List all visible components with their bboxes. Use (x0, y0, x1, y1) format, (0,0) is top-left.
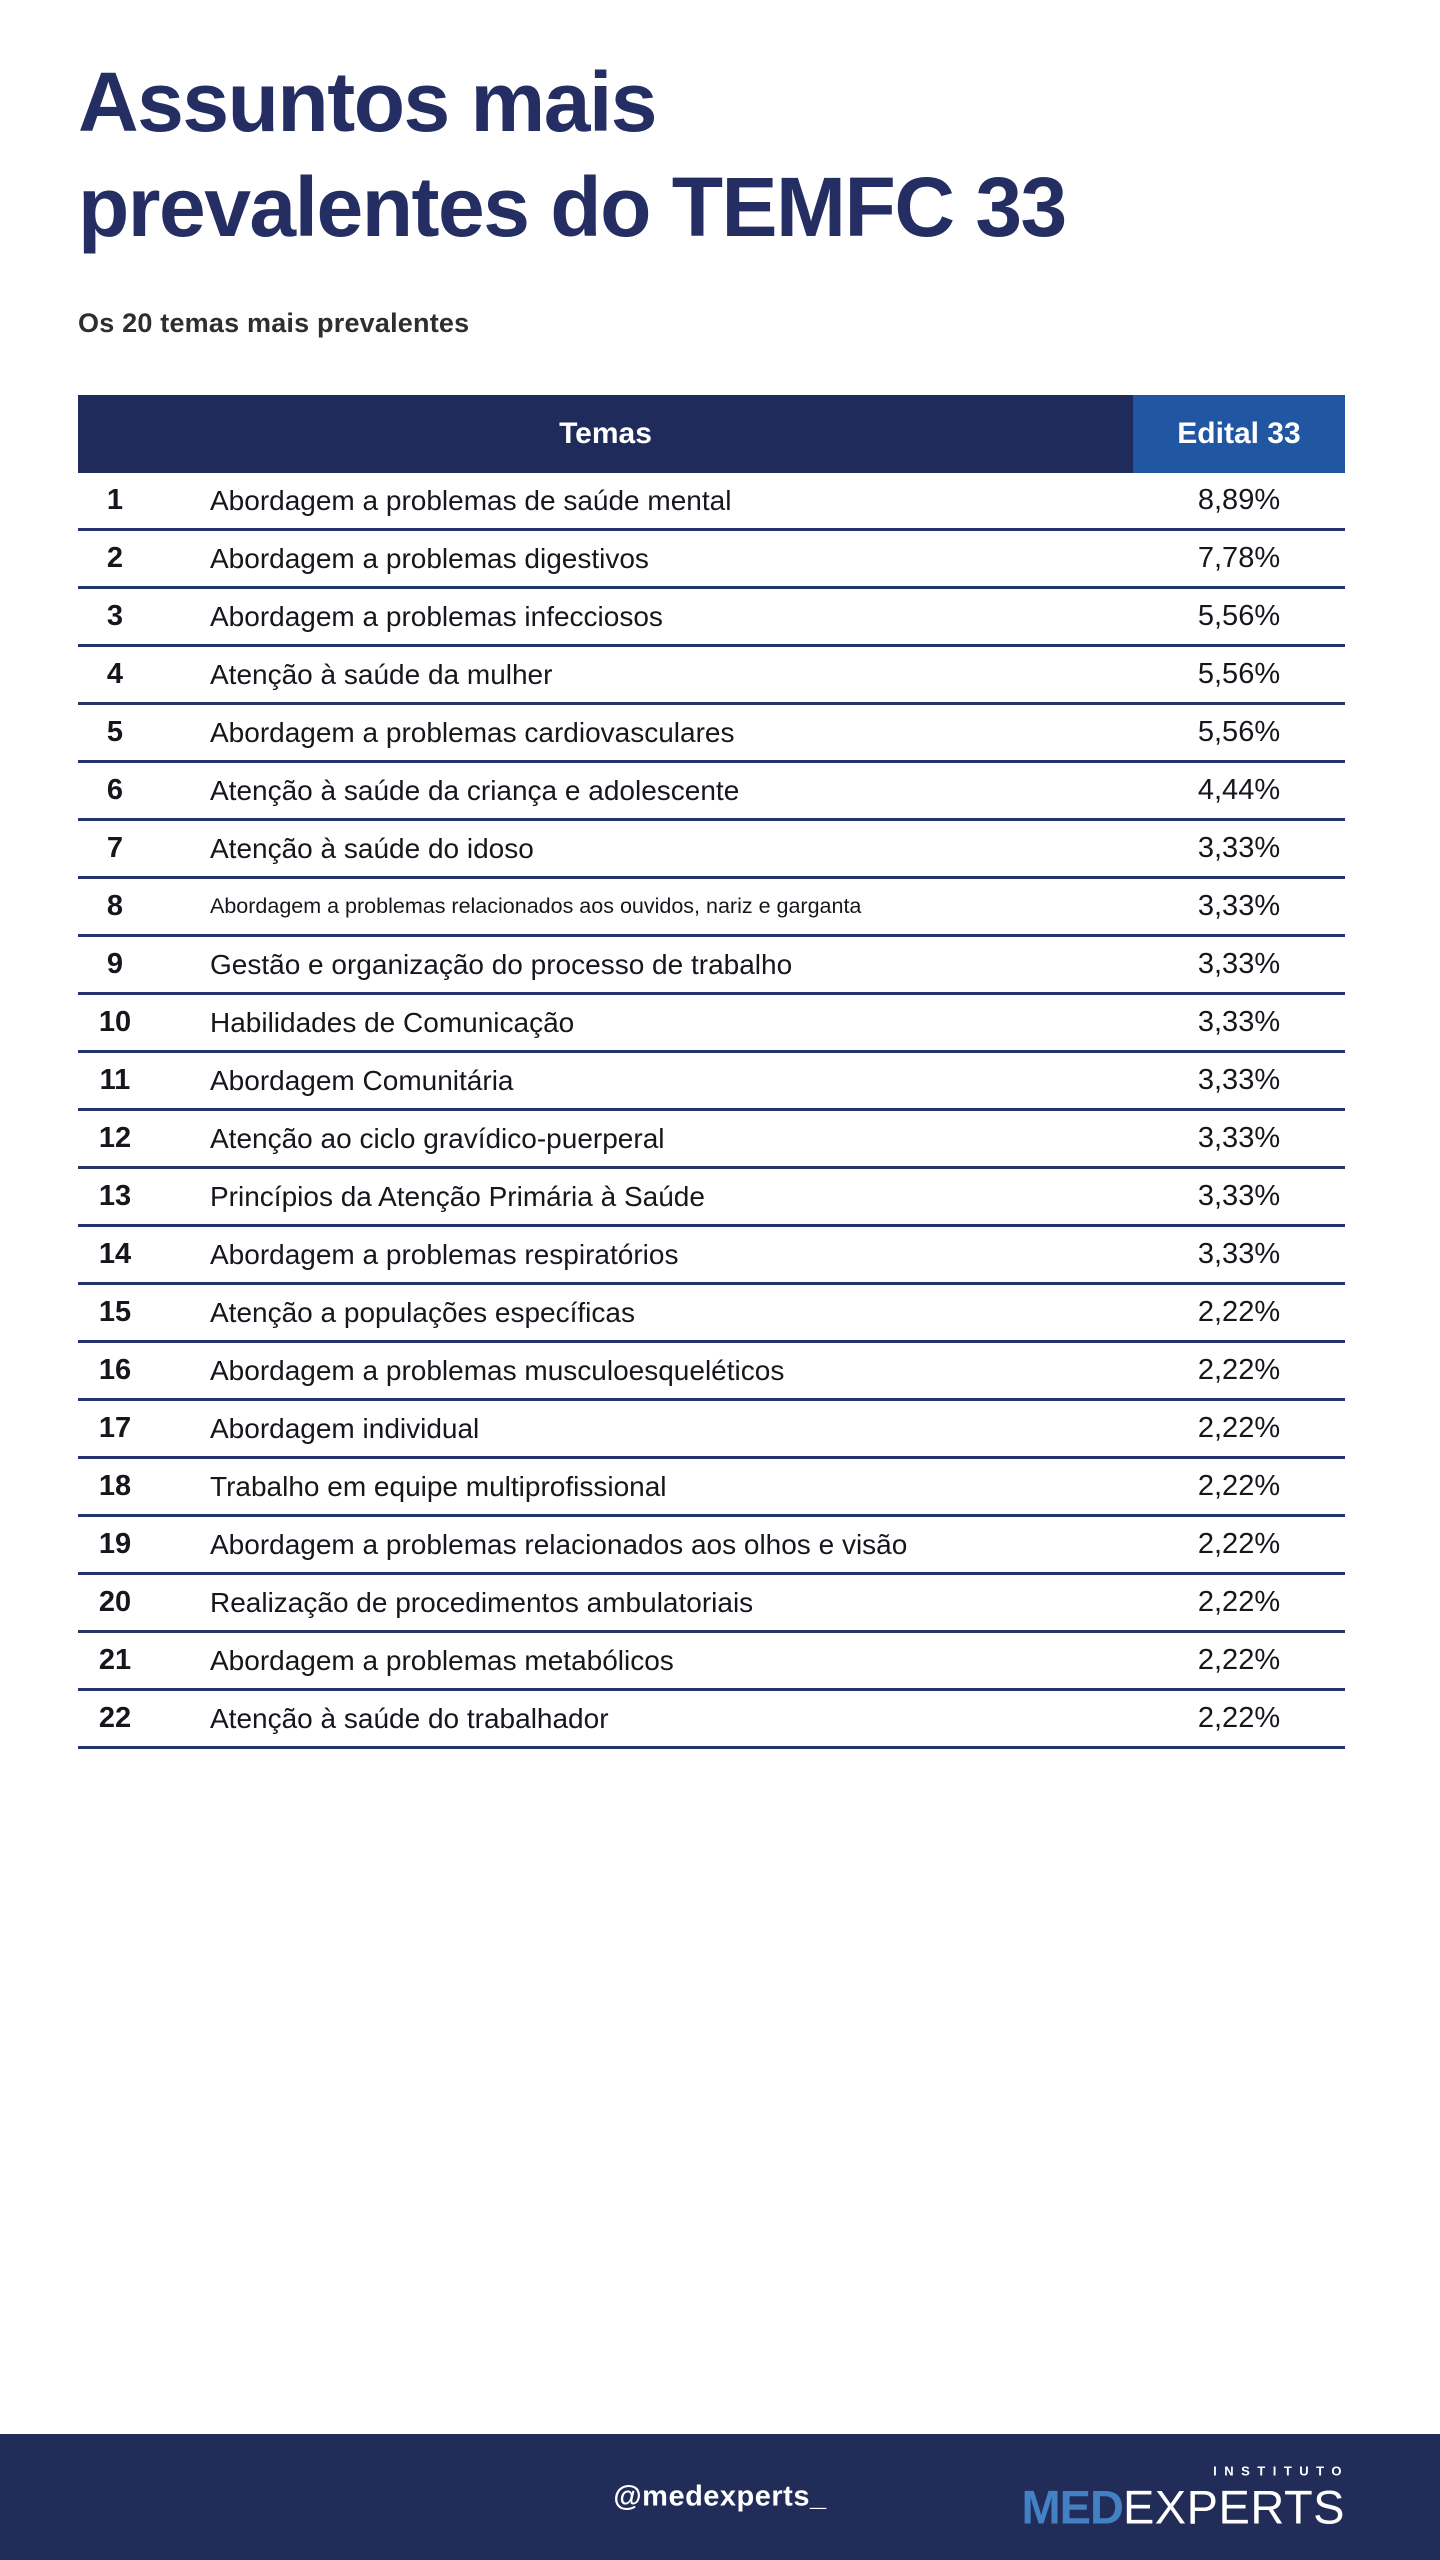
row-percent: 3,33% (1197, 948, 1281, 980)
row-rank: 10 (98, 1006, 132, 1038)
table-row (78, 1575, 1345, 1633)
row-topic: Princípios da Atenção Primária à Saúde (210, 1180, 705, 1212)
row-topic: Abordagem a problemas respiratórios (210, 1238, 679, 1270)
row-rank: 6 (106, 774, 124, 806)
row-rank: 3 (106, 600, 124, 632)
row-topic: Gestão e organização do processo de trabalho (210, 948, 793, 980)
row-percent: 2,22% (1197, 1644, 1281, 1676)
page-title (78, 50, 1345, 260)
table-row (78, 589, 1345, 647)
row-percent: 5,56% (1197, 600, 1281, 632)
logo-institute-label: INSTITUTO (1213, 2463, 1349, 2479)
page-title-line1: Assuntos mais (78, 55, 657, 149)
instagram-handle: @medexperts_ (613, 2480, 827, 2513)
logo-brand (1021, 2480, 1346, 2534)
row-topic: Atenção ao ciclo gravídico-puerperal (210, 1122, 665, 1154)
row-topic: Atenção à saúde da mulher (210, 658, 553, 690)
table-row (78, 705, 1345, 763)
medexperts-logo (1021, 2463, 1349, 2534)
row-percent: 3,33% (1197, 1006, 1281, 1038)
row-topic: Abordagem a problemas metabólicos (210, 1644, 674, 1676)
row-topic: Trabalho em equipe multiprofissional (210, 1470, 667, 1502)
table-header-row (78, 395, 1345, 473)
row-rank: 22 (98, 1702, 132, 1734)
row-rank: 1 (106, 484, 124, 516)
row-topic: Atenção à saúde do trabalhador (210, 1702, 609, 1734)
row-percent: 3,33% (1197, 1064, 1281, 1096)
table-row (78, 763, 1345, 821)
row-percent: 4,44% (1197, 774, 1281, 806)
row-rank: 18 (98, 1470, 132, 1502)
logo-med-text: MED (1021, 2480, 1123, 2534)
row-percent: 3,33% (1197, 1180, 1281, 1212)
row-topic: Habilidades de Comunicação (210, 1006, 575, 1038)
row-topic: Abordagem Comunitária (210, 1064, 514, 1096)
logo-experts-text: EXPERTS (1122, 2480, 1345, 2534)
table-row (78, 1227, 1345, 1285)
row-percent: 5,56% (1197, 716, 1281, 748)
table-row (78, 1053, 1345, 1111)
row-topic: Abordagem a problemas relacionados aos ouvidos, nariz e garganta (210, 894, 862, 918)
column-header-temas: Temas (78, 395, 1133, 473)
row-percent: 2,22% (1197, 1412, 1281, 1444)
table-row (78, 879, 1345, 937)
row-rank: 7 (106, 832, 124, 864)
table-row (78, 1401, 1345, 1459)
table-row (78, 1169, 1345, 1227)
row-percent: 2,22% (1197, 1354, 1281, 1386)
row-rank: 16 (98, 1354, 132, 1386)
row-rank: 11 (99, 1064, 131, 1096)
row-percent: 7,78% (1197, 542, 1281, 574)
row-percent: 3,33% (1197, 1238, 1281, 1270)
row-percent: 8,89% (1197, 484, 1281, 516)
row-topic: Realização de procedimentos ambulatoriais (210, 1586, 754, 1618)
row-rank: 13 (98, 1180, 132, 1212)
row-topic: Abordagem a problemas de saúde mental (210, 484, 732, 516)
prevalence-table (78, 395, 1345, 1749)
row-rank: 12 (98, 1122, 132, 1154)
row-topic: Atenção à saúde do idoso (210, 832, 534, 864)
row-topic: Atenção à saúde da criança e adolescente (210, 774, 740, 806)
table-row (78, 1633, 1345, 1691)
row-topic: Abordagem a problemas relacionados aos olhos e visão (210, 1528, 908, 1560)
row-rank: 5 (106, 716, 124, 748)
footer-bar (0, 2434, 1440, 2560)
row-topic: Abordagem a problemas cardiovasculares (210, 716, 735, 748)
row-topic: Abordagem a problemas infecciosos (210, 600, 663, 632)
row-rank: 9 (106, 948, 124, 980)
row-percent: 2,22% (1197, 1528, 1281, 1560)
table-row (78, 531, 1345, 589)
row-rank: 15 (98, 1296, 132, 1328)
table-body (78, 473, 1345, 1749)
row-percent: 2,22% (1197, 1296, 1281, 1328)
row-rank: 14 (98, 1238, 132, 1270)
table-row (78, 1691, 1345, 1749)
table-row (78, 473, 1345, 531)
table-row (78, 937, 1345, 995)
row-rank: 20 (98, 1586, 132, 1618)
table-row (78, 1111, 1345, 1169)
table-row (78, 1343, 1345, 1401)
row-percent: 5,56% (1197, 658, 1281, 690)
row-percent: 2,22% (1197, 1470, 1281, 1502)
row-topic: Abordagem individual (210, 1412, 480, 1444)
page-subtitle: Os 20 temas mais prevalentes (78, 308, 470, 338)
table-row (78, 1517, 1345, 1575)
row-percent: 3,33% (1197, 832, 1281, 864)
row-topic: Abordagem a problemas digestivos (210, 542, 649, 574)
row-topic: Atenção a populações específicas (210, 1296, 635, 1328)
row-rank: 17 (98, 1412, 132, 1444)
page-title-line2: prevalentes do TEMFC 33 (78, 160, 1066, 254)
row-percent: 3,33% (1197, 890, 1281, 922)
row-rank: 21 (98, 1644, 132, 1676)
table-row (78, 995, 1345, 1053)
row-rank: 8 (106, 890, 124, 922)
row-rank: 4 (106, 658, 124, 690)
table-row (78, 821, 1345, 879)
row-percent: 3,33% (1197, 1122, 1281, 1154)
row-rank: 2 (106, 542, 124, 574)
row-topic: Abordagem a problemas musculoesqueléticos (210, 1354, 785, 1386)
row-percent: 2,22% (1197, 1586, 1281, 1618)
table-row (78, 647, 1345, 705)
row-rank: 19 (98, 1528, 132, 1560)
column-header-edital-33: Edital 33 (1133, 395, 1345, 473)
table-row (78, 1285, 1345, 1343)
row-percent: 2,22% (1197, 1702, 1281, 1734)
table-row (78, 1459, 1345, 1517)
